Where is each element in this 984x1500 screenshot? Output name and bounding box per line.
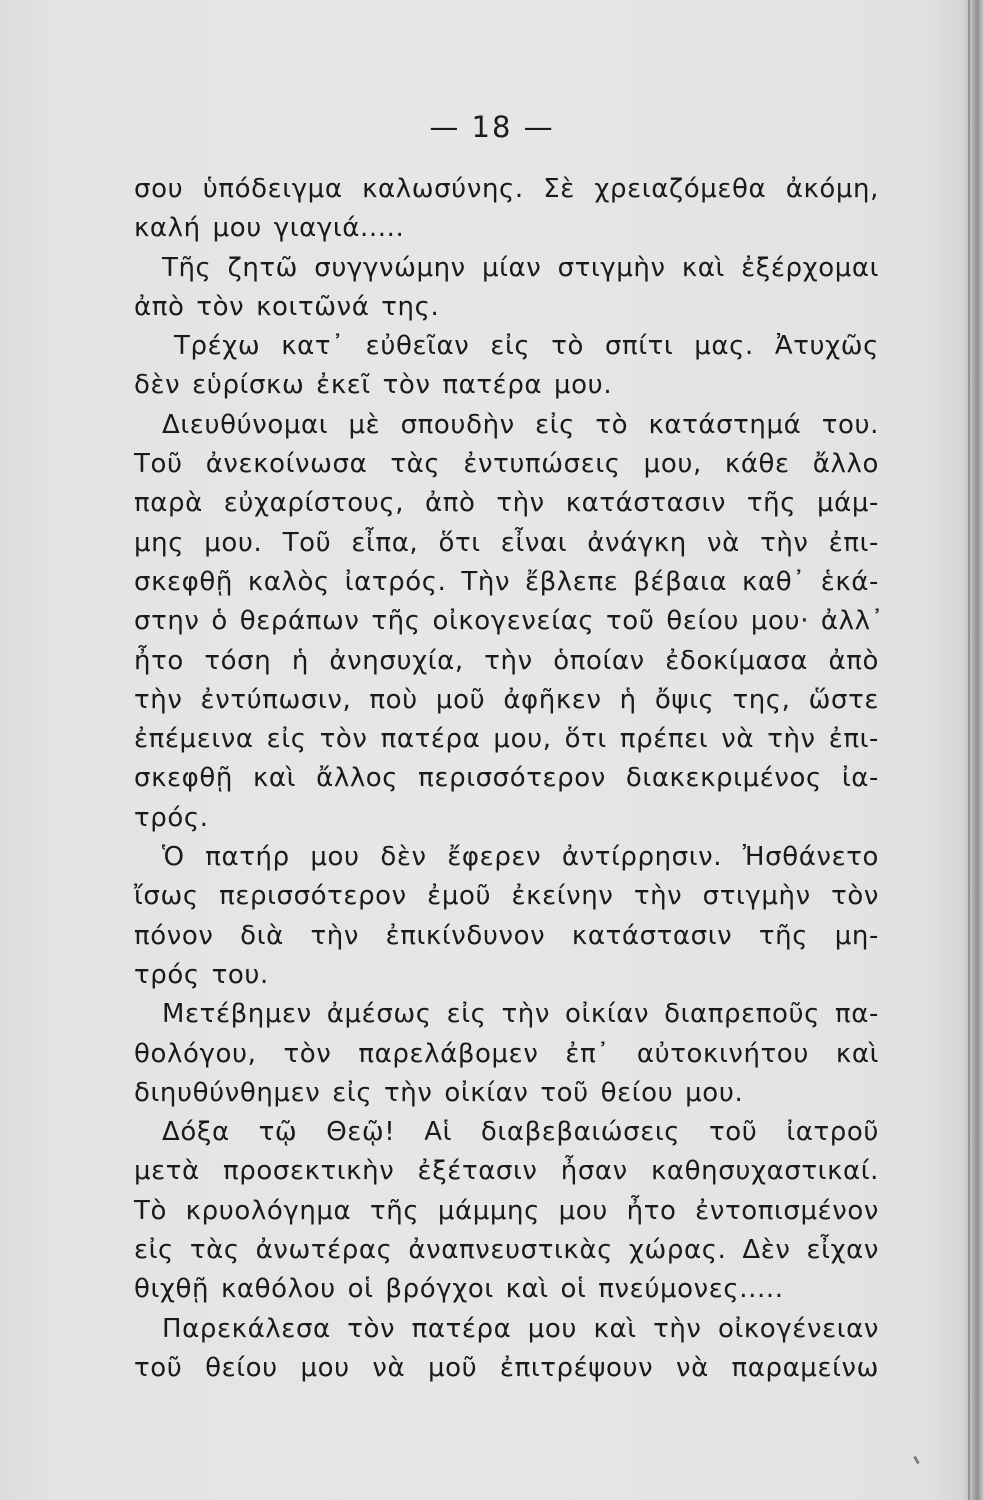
- text-line: ἀπὸ τὸν κοιτῶνά της.: [134, 291, 440, 322]
- text-line: ἐπέμεινα εἰς τὸν πατέρα μου, ὅτι πρέπει νὰ τὴν ἐπι-: [134, 724, 879, 755]
- page-number: — 18 —: [429, 110, 555, 144]
- text-line: διηυθύνθημεν εἰς τὴν οἰκίαν τοῦ θείου μου.: [134, 1077, 744, 1108]
- text-line: στην ὁ θεράπων τῆς οἰκογενείας τοῦ θείου μου· ἀλλ᾿: [134, 606, 885, 637]
- text-line: Μετέβημεν ἀμέσως εἰς τὴν οἰκίαν διαπρεποῦς πα-: [162, 999, 879, 1030]
- text-line: τοῦ θείου μου νὰ μοῦ ἐπιτρέψουν νὰ παραμείνω: [134, 1352, 879, 1383]
- text-line: τρός του.: [134, 959, 269, 990]
- text-line: θιχθῇ καθόλου οἱ βρόγχοι καὶ οἱ πνεύμονες.....: [134, 1274, 784, 1305]
- text-line: σκεφθῇ καλὸς ἰατρός. Τὴν ἔβλεπε βέβαια καθ᾿ ἑκά-: [134, 566, 879, 597]
- text-line: εἰς τὰς ἀνωτέρας ἀναπνευστικὰς χώρας. Δὲν εἶχαν: [134, 1235, 879, 1266]
- text-line: Παρεκάλεσα τὸν πατέρα μου καὶ τὴν οἰκογένειαν: [162, 1313, 879, 1344]
- text-line: τὴν ἐντύπωσιν, ποὺ μοῦ ἀφῆκεν ἡ ὄψις της, ὥστε: [134, 684, 879, 715]
- body-text: [134, 170, 885, 1388]
- text-line: Τοῦ ἀνεκοίνωσα τὰς ἐντυπώσεις μου, κάθε ἄλλο: [134, 449, 879, 480]
- text-line: ἴσως περισσότερον ἐμοῦ ἐκείνην τὴν στιγμὴν τὸν: [134, 881, 879, 912]
- text-line: σου ὑπόδειγμα καλωσύνης. Σὲ χρειαζόμεθα ἀκόμη,: [134, 174, 879, 204]
- text-line: θολόγου, τὸν παρελάβομεν ἐπ᾿ αὐτοκινήτου καὶ: [134, 1038, 879, 1069]
- text-line: Διευθύνομαι μὲ σπουδὴν εἰς τὸ κατάστημά του.: [162, 409, 879, 440]
- text-line: Τῆς ζητῶ συγγνώμην μίαν στιγμὴν καὶ ἐξέρχομαι: [162, 252, 879, 283]
- text-line: ἦτο τόση ἡ ἀνησυχία, τὴν ὁποίαν ἐδοκίμασα ἀπὸ: [134, 645, 879, 676]
- text-line: μετὰ προσεκτικὴν ἐξέτασιν ἦσαν καθησυχαστικαί.: [134, 1156, 879, 1187]
- paper-speck: [913, 1456, 920, 1464]
- text-line: σκεφθῇ καὶ ἄλλος περισσότερον διακεκριμένος ἰα-: [134, 763, 879, 794]
- text-line: μης μου. Τοῦ εἶπα, ὅτι εἶναι ἀνάγκη νὰ τὴν ἐπι-: [134, 527, 879, 558]
- text-line: Ὁ πατήρ μου δὲν ἔφερεν ἀντίρρησιν. Ἠσθάνετο: [162, 842, 879, 873]
- book-spine-shadow: [962, 0, 984, 1500]
- text-line: πόνον διὰ τὴν ἐπικίνδυνον κατάστασιν τῆς μη-: [134, 920, 879, 951]
- text-line: Τὸ κρυολόγημα τῆς μάμμης μου ἦτο ἐντοπισμένον: [134, 1195, 879, 1226]
- book-spine-edge: [968, 0, 970, 1500]
- text-line: Δόξα τῷ Θεῷ! Αἱ διαβεβαιώσεις τοῦ ἰατροῦ: [162, 1117, 879, 1148]
- text-line: τρός.: [134, 802, 209, 833]
- text-line: παρὰ εὐχαρίστους, ἀπὸ τὴν κατάστασιν τῆς μάμ-: [134, 488, 879, 519]
- text-line: καλή μου γιαγιά.....: [134, 213, 405, 244]
- text-line: Τρέχω κατ᾿ εὐθεῖαν εἰς τὸ σπίτι μας. Ἀτυχῶς: [174, 331, 879, 362]
- text-line: δὲν εὑρίσκω ἐκεῖ τὸν πατέρα μου.: [134, 370, 613, 401]
